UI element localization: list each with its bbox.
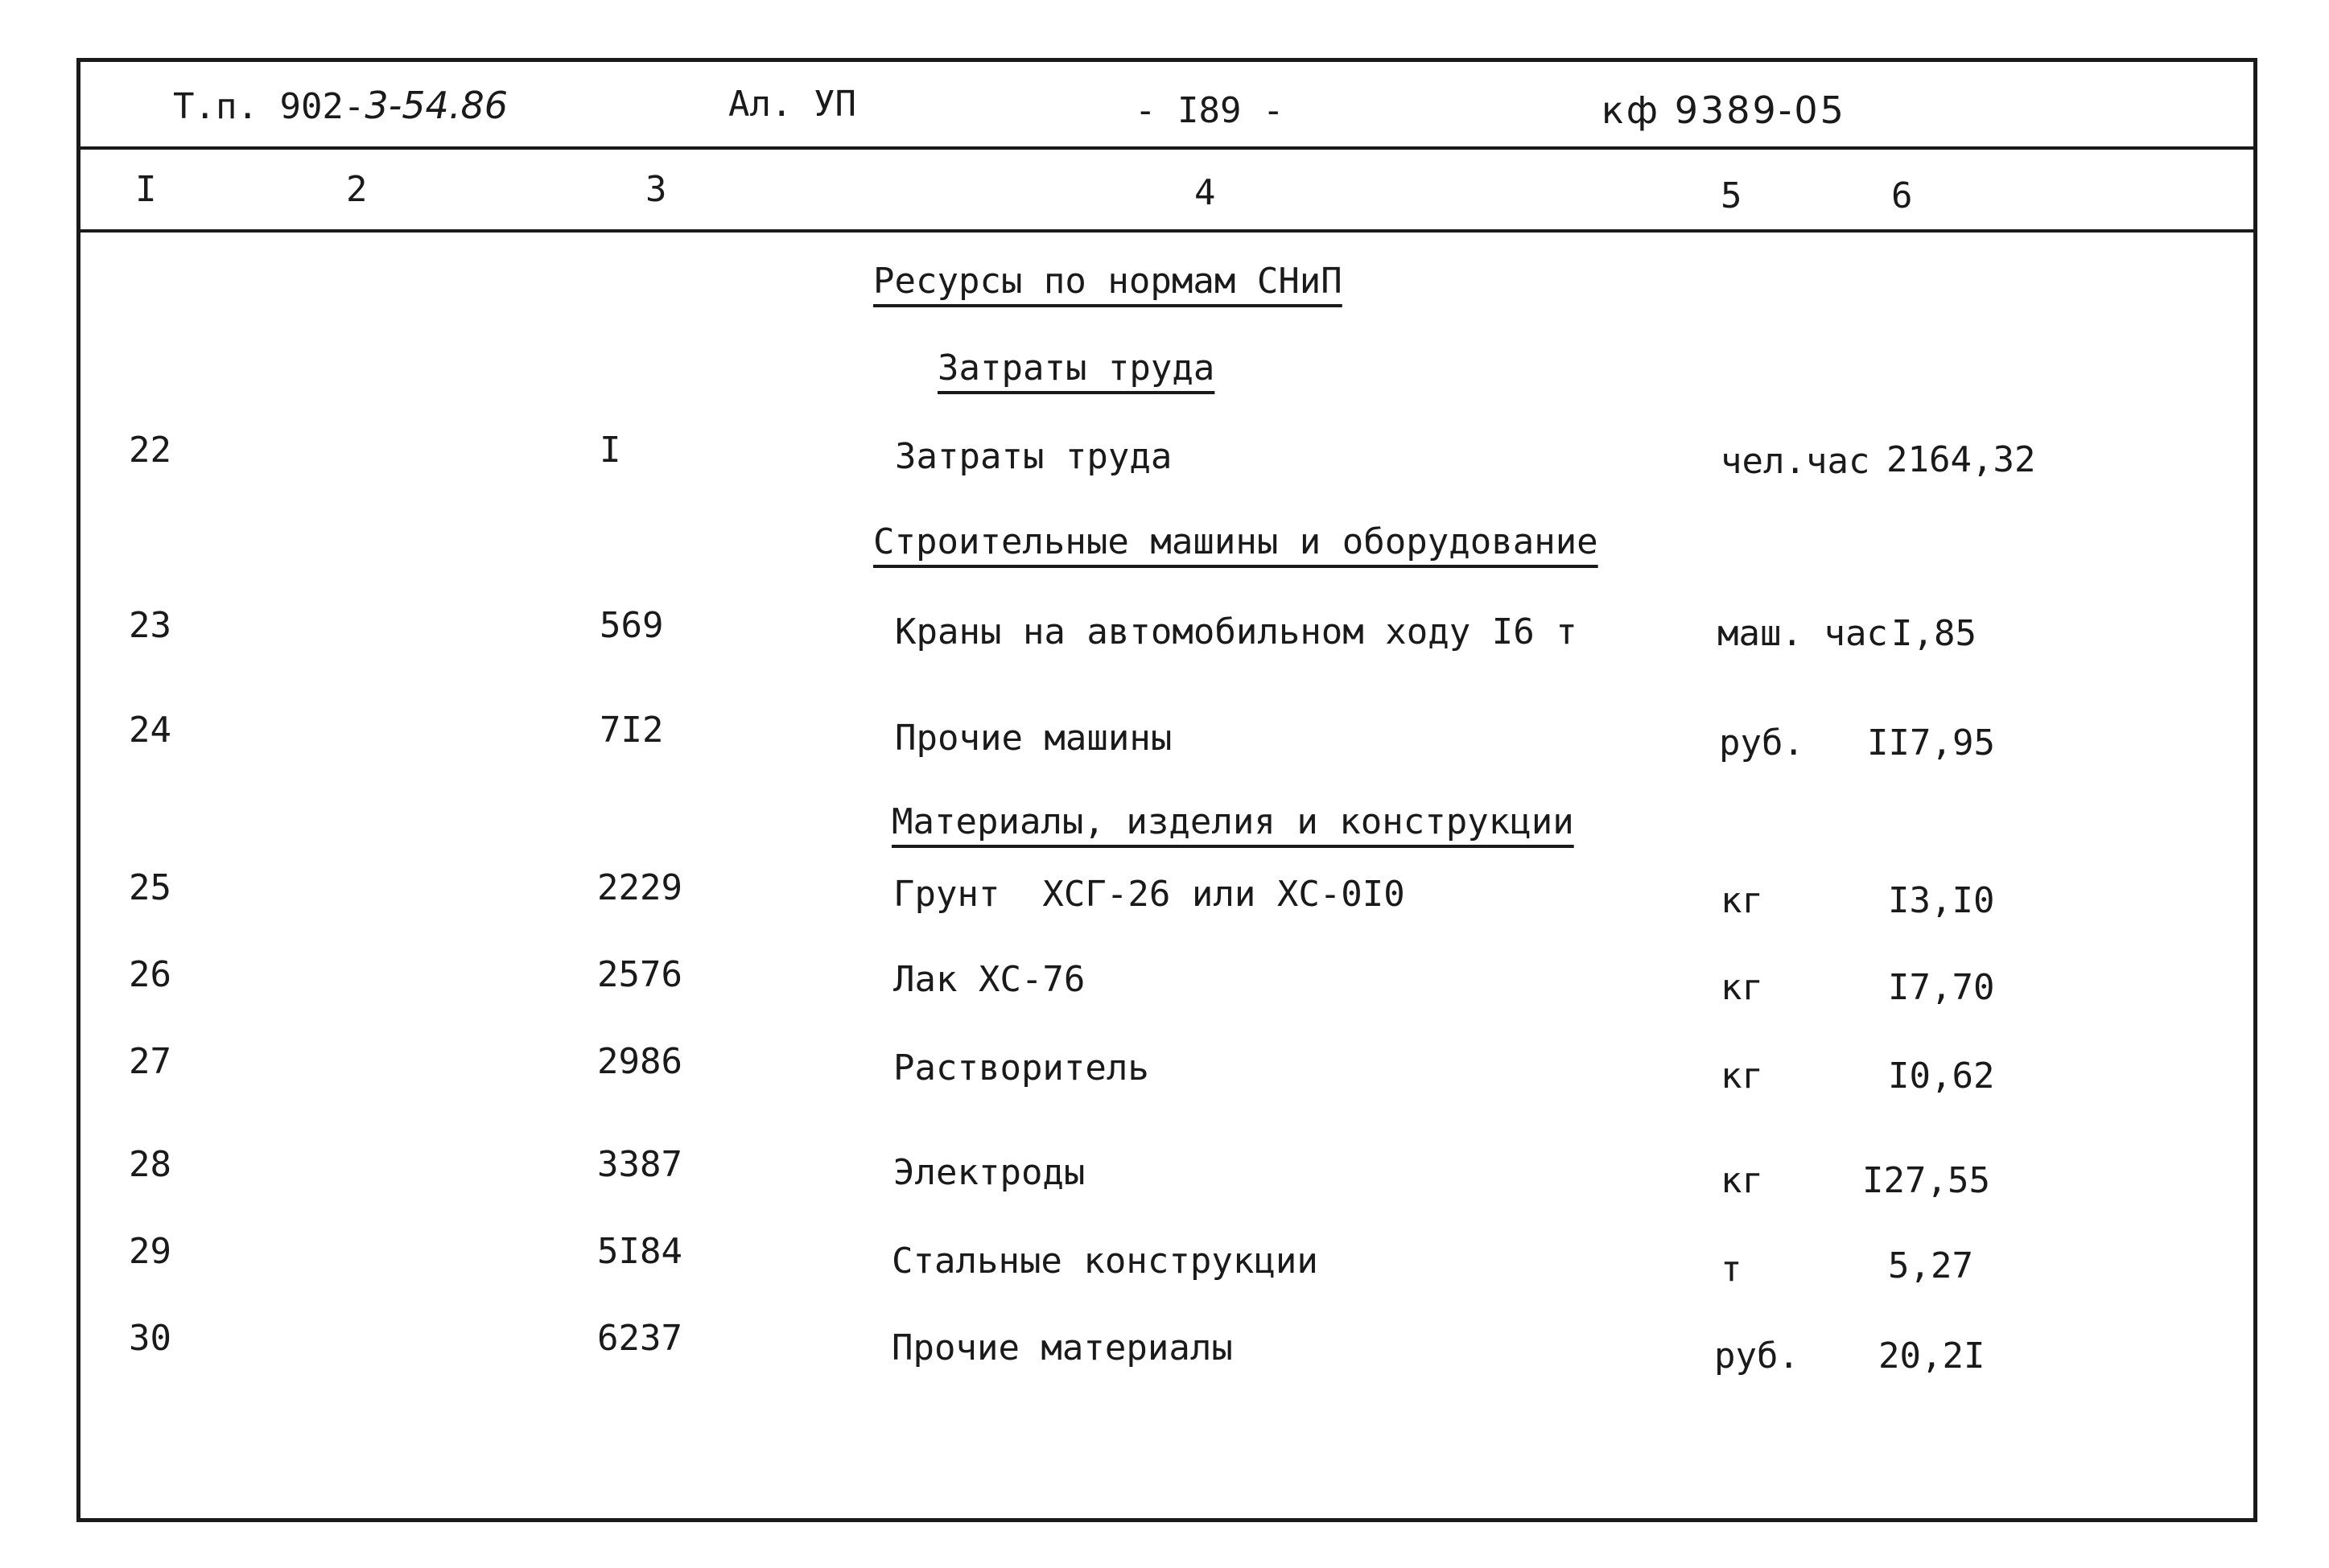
row-number: 30 [129, 1318, 171, 1359]
section-heading-labor: Затраты труда [938, 348, 1215, 389]
resource-unit: кг [1721, 967, 1763, 1008]
resource-name: Растворитель [893, 1047, 1149, 1089]
resource-unit: маш. час [1717, 613, 1888, 654]
row-number: 28 [129, 1144, 171, 1185]
resource-code: 2576 [597, 954, 682, 995]
resource-code: 2986 [597, 1041, 682, 1082]
resource-unit: кг [1721, 880, 1763, 921]
resource-quantity: I0,62 [1888, 1056, 1995, 1097]
resource-code: 3387 [597, 1144, 682, 1185]
column-number-3: 3 [645, 169, 667, 210]
resource-name: Краны на автомобильном ходу I6 т [895, 611, 1577, 652]
resource-quantity: II7,95 [1867, 722, 1995, 763]
resource-name: Затраты труда [895, 436, 1173, 477]
section-heading-materials: Материалы, изделия и конструкции [892, 801, 1574, 842]
album-label: Ал. УП [728, 84, 856, 125]
section-heading-machines: Строительные машины и оборудование [873, 521, 1598, 562]
resource-code: 2229 [597, 867, 682, 908]
resource-unit: кг [1721, 1056, 1763, 1097]
resource-quantity: I7,70 [1888, 967, 1995, 1008]
resource-code: 6237 [597, 1318, 682, 1359]
column-number-1: I [135, 169, 157, 210]
row-number: 25 [129, 867, 171, 908]
row-number: 23 [129, 605, 171, 646]
resource-quantity: 20,2I [1878, 1335, 1985, 1377]
resource-unit: чел.час [1721, 441, 1870, 482]
column-numbers-divider [80, 229, 2253, 233]
sheet-code: кф 9389-05 [1601, 88, 1846, 132]
header-divider [80, 146, 2253, 150]
row-number: 29 [129, 1231, 171, 1272]
doc-number [173, 84, 508, 127]
resource-name: Прочие материалы [892, 1327, 1233, 1368]
resource-unit: руб. [1719, 722, 1804, 763]
resource-name: Стальные конструкции [892, 1241, 1318, 1282]
resource-quantity: I,85 [1891, 613, 1977, 654]
page-number: - I89 - [1135, 90, 1284, 131]
row-number: 27 [129, 1041, 171, 1082]
resource-name: Лак ХС-76 [893, 959, 1086, 1000]
section-heading-main: Ресурсы по нормам СНиП [873, 261, 1342, 302]
resource-quantity: 5,27 [1888, 1245, 1973, 1286]
column-number-2: 2 [346, 169, 368, 210]
resource-unit: кг [1721, 1160, 1763, 1201]
resource-quantity: I27,55 [1862, 1160, 1990, 1201]
resource-name: Грунт ХСГ-26 или ХС-0I0 [893, 874, 1405, 915]
resource-code: 569 [600, 605, 664, 646]
resource-quantity: 2164,32 [1886, 439, 2036, 480]
resource-code: I [600, 430, 621, 471]
resource-name: Прочие машины [895, 718, 1173, 759]
column-number-4: 4 [1194, 172, 1216, 213]
column-number-5: 5 [1721, 175, 1742, 216]
row-number: 22 [129, 430, 171, 471]
row-number: 26 [129, 954, 171, 995]
resource-code: 7I2 [600, 710, 664, 751]
column-number-6: 6 [1891, 175, 1913, 216]
resource-unit: т [1721, 1249, 1742, 1290]
resource-code: 5I84 [597, 1231, 682, 1272]
doc-number-handwritten: 3-54.86 [365, 84, 508, 127]
resource-quantity: I3,I0 [1888, 880, 1995, 921]
resource-name: Электроды [893, 1152, 1086, 1193]
resource-unit: руб. [1714, 1335, 1799, 1377]
doc-number-prefix: Т.п. 902- [173, 86, 365, 127]
row-number: 24 [129, 710, 171, 751]
